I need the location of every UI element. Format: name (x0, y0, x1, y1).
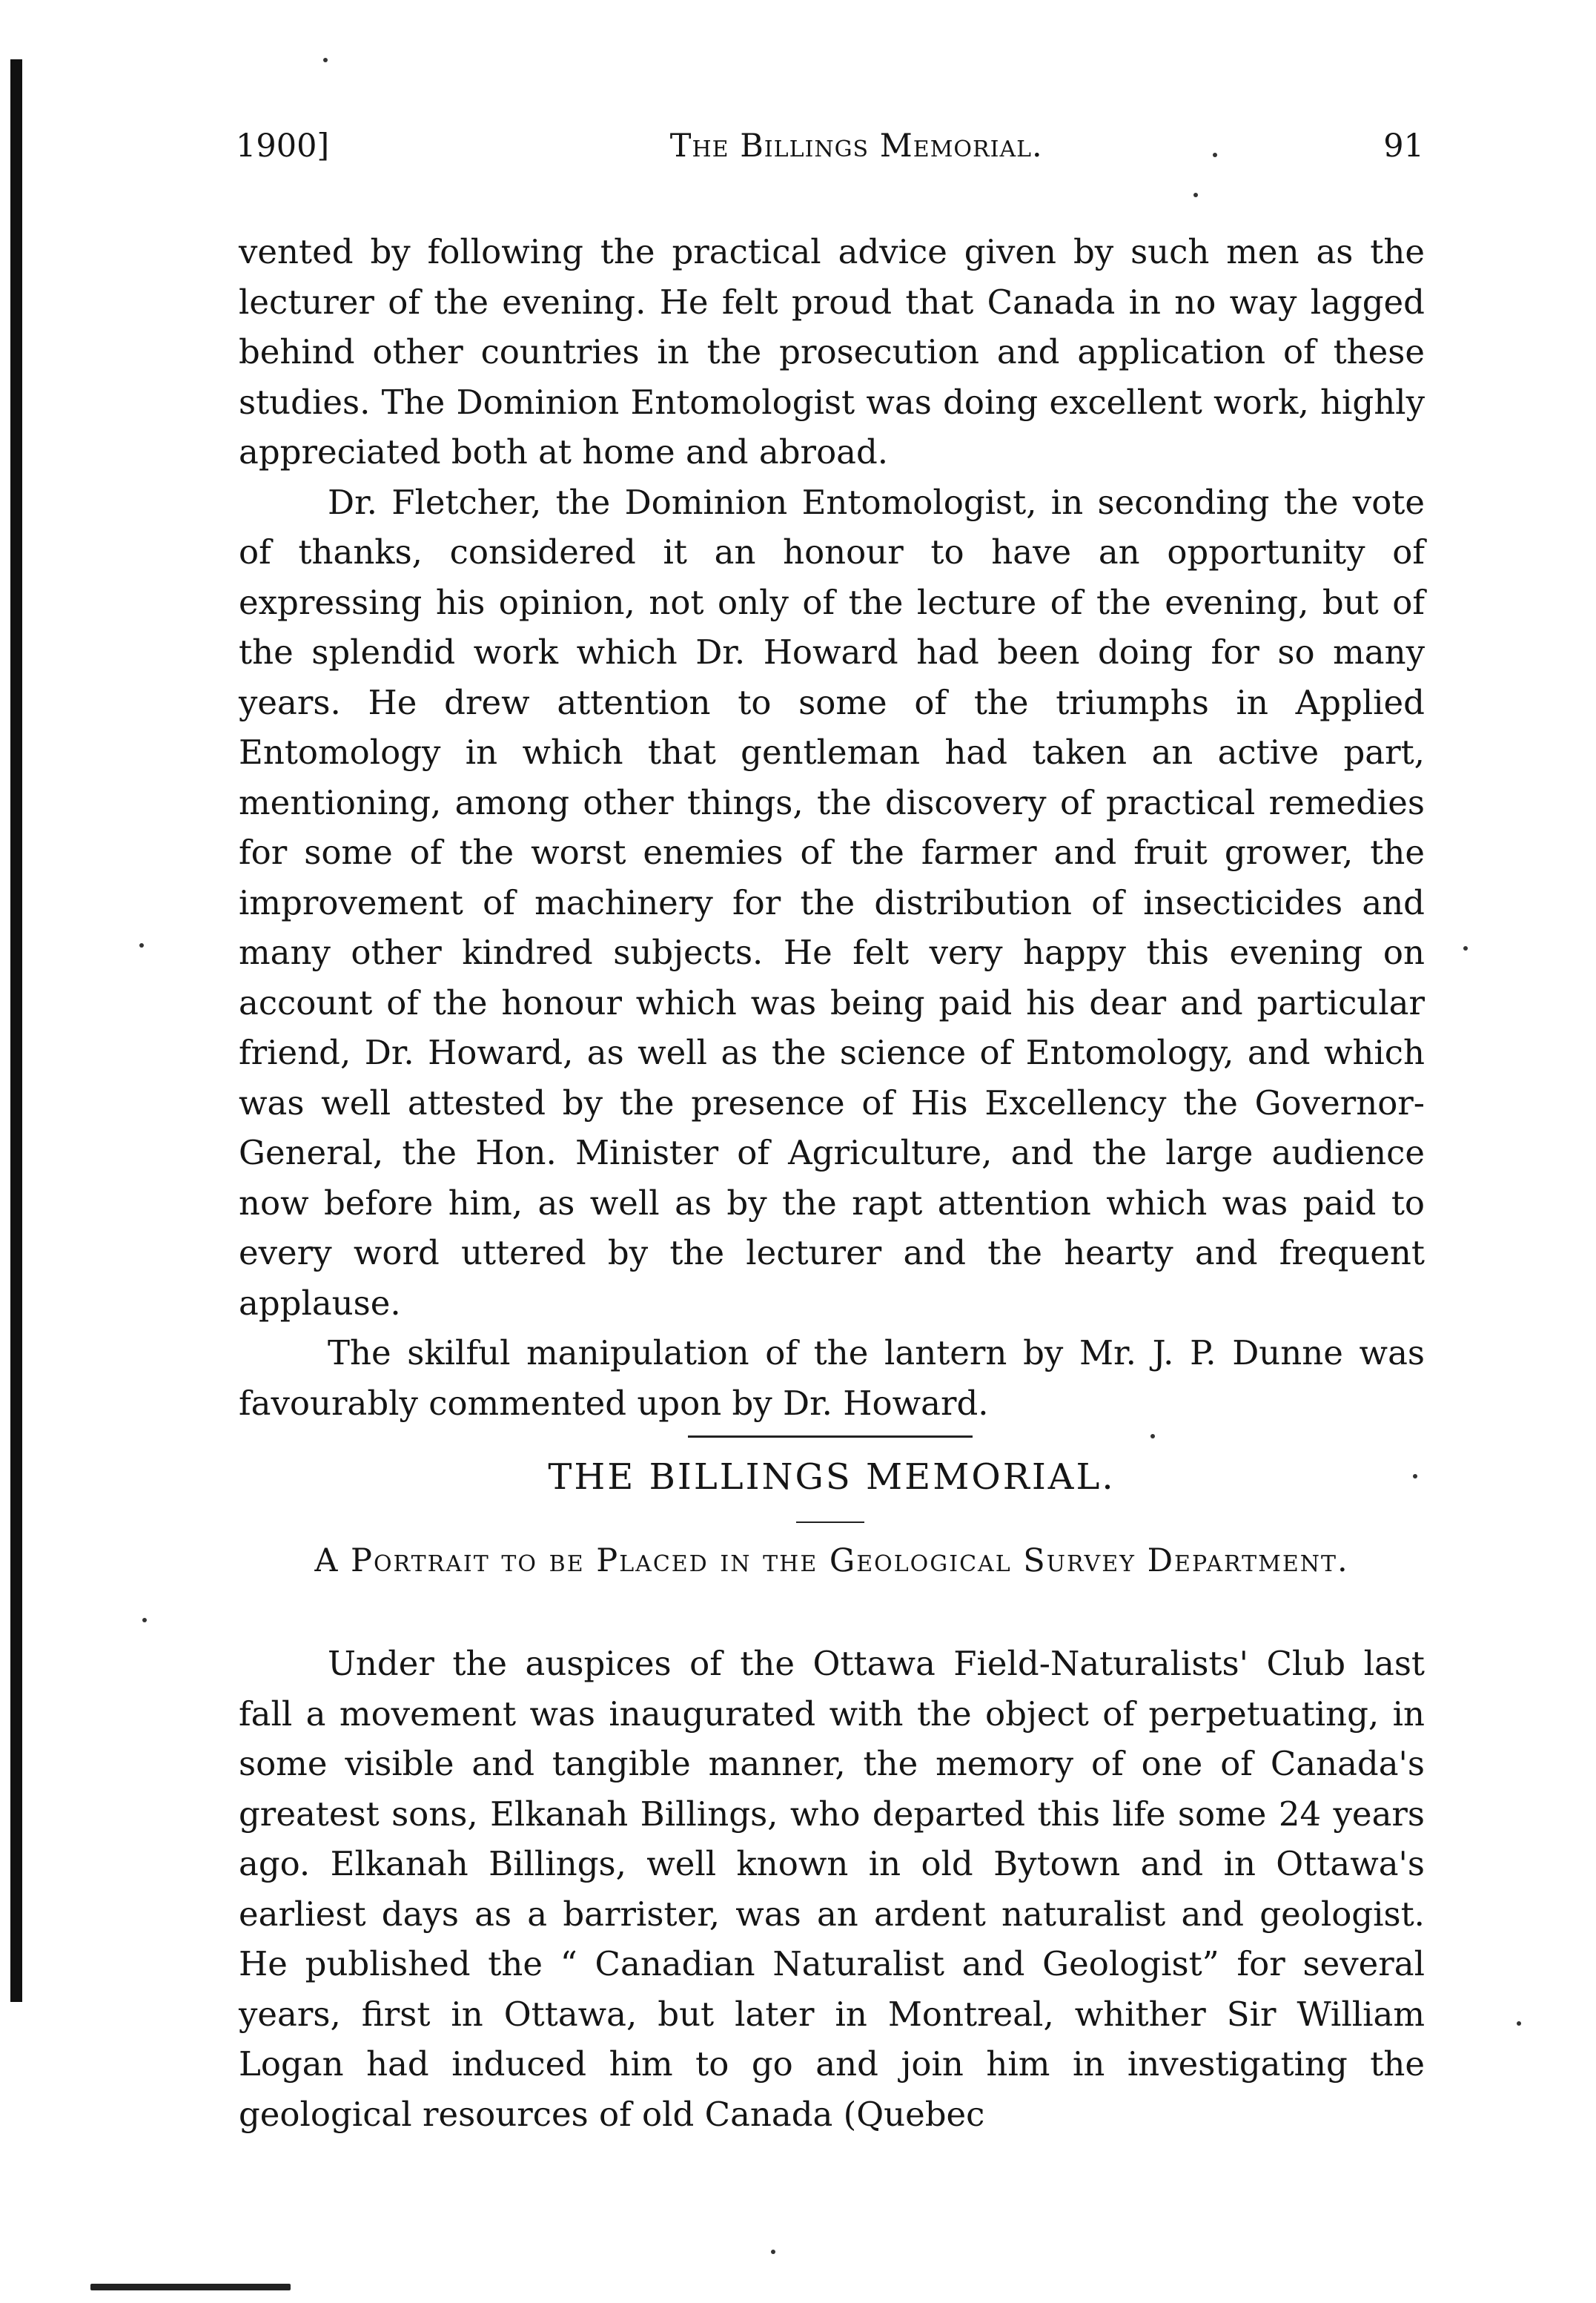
running-head-year: 1900] (236, 128, 330, 165)
paragraph: vented by following the practical advice given by such men as the lecturer of the evening. He felt proud that Canada in no way lagged behind other countries in the prosecution and application of these studies. The Dominion Entomologist was doing excellent work, highly appreciated both at home and abroad. (239, 232, 1425, 472)
section-title: THE BILLINGS MEMORIAL. (548, 1456, 1116, 1498)
running-head (236, 128, 1424, 187)
paragraph: Dr. Fletcher, the Dominion Entomologist, in seconding the vote of thanks, considered it an honour to have an opportunity of expressing his opinion, not only of the lecture of the evening, but of the splendid work which Dr. Howard had been doing for so many years. He drew attention to some of the triumphs in Applied Entomology in which that gentleman had taken an active part, mentioning, among other things, the discovery of practical remedies for some of the worst enemies of the farmer and fruit grower, the improvement of machinery for the distribution of insecticides and many other kindred subjects. He felt very happy this evening on account of the honour which was being paid his dear and particular friend, Dr. Howard, as well as the science of Entomology, and which was well attested by the presence of His Excellency the Governor-General, the Hon. Minister of Agriculture, and the large audience now before him, as well as by the rapt attention which was paid to every word uttered by the lecturer and the hearty and frequent applause. (239, 482, 1425, 1323)
title-underline-rule (796, 1521, 864, 1523)
page-edge-mark (90, 2284, 291, 2290)
paragraph: Under the auspices of the Ottawa Field-Naturalists' Club last fall a movement was inaugurated with the object of perpetuating, in some visible and tangible manner, the memory of one of Canada's greatest sons, Elkanah Billings, who departed this life some 24 years ago. Elkanah Billings, well known in old Bytown and in Ottawa's earliest days as a barrister, was an ardent naturalist and geologist. He published the “ Canadian Naturalist and Geologist” for several years, first in Ottawa, but later in Montreal, whither Sir William Logan had induced him to go and join him in investigating the geological resources of old Canada (Quebec (239, 1644, 1425, 2134)
paragraph: The skilful manipulation of the lantern by Mr. J. P. Dunne was favourably commented upon by Dr. Howard. (239, 1333, 1425, 1423)
section-subtitle: A Portrait to be Placed in the Geological Survey Department. (314, 1542, 1349, 1579)
page-number: 91 (1383, 128, 1424, 165)
binding-shadow (10, 59, 22, 2002)
body-text-bottom (239, 1639, 1425, 2139)
running-head-title: The Billings Memorial. (669, 128, 1043, 165)
section-divider-rule (688, 1435, 973, 1438)
body-text-top (239, 227, 1425, 1428)
